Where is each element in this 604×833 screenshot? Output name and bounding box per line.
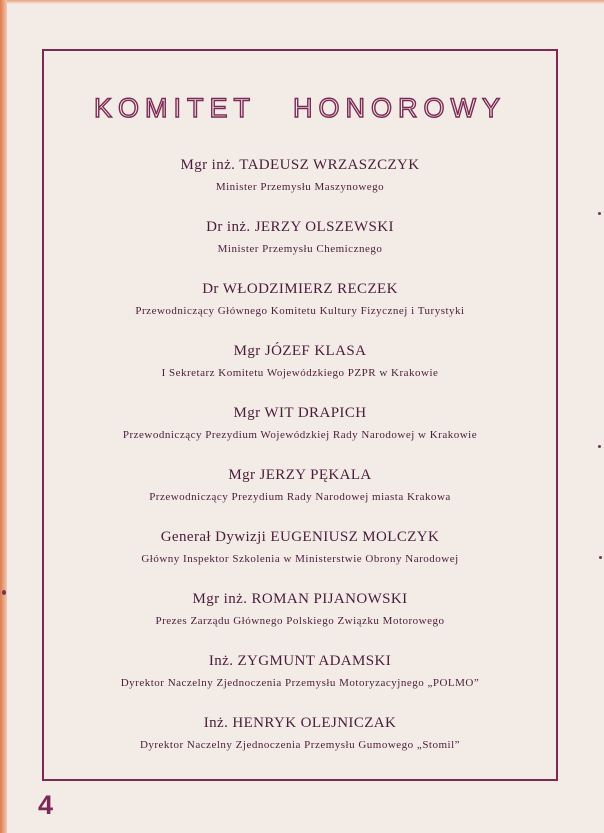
member-entry <box>44 156 556 218</box>
print-speck <box>598 445 601 448</box>
member-name: Dr inż. JERZY OLSZEWSKI <box>206 219 394 235</box>
member-entry <box>44 404 556 466</box>
member-role: Przewodniczący Prezydium Wojewódzkiej Rady Narodowej w Krakowie <box>122 429 478 441</box>
member-role: I Sekretarz Komitetu Wojewódzkiego PZPR w Krakowie <box>161 367 439 379</box>
member-list <box>44 156 556 776</box>
member-entry <box>44 714 556 776</box>
member-name: Inż. ZYGMUNT ADAMSKI <box>208 653 392 669</box>
member-name: Mgr inż. ROMAN PIJANOWSKI <box>192 591 408 607</box>
print-speck <box>598 212 601 215</box>
page-number: 4 <box>38 790 54 820</box>
member-entry <box>44 218 556 280</box>
member-name: Mgr JERZY PĘKALA <box>228 467 372 483</box>
print-speck <box>599 556 602 559</box>
member-name: Mgr JÓZEF KLASA <box>233 343 367 359</box>
print-speck <box>2 590 6 595</box>
page-title: KOMITET HONOROWY <box>93 93 506 123</box>
member-entry <box>44 652 556 714</box>
member-role: Minister Przemysłu Chemicznego <box>217 243 383 255</box>
member-role: Minister Przemysłu Maszynowego <box>215 181 385 193</box>
member-role: Przewodniczący Prezydium Rady Narodowej miasta Krakowa <box>149 491 451 503</box>
member-entry <box>44 280 556 342</box>
member-role: Przewodniczący Głównego Komitetu Kultury Fizycznej i Turystyki <box>135 305 465 317</box>
member-name: Inż. HENRYK OLEJNICZAK <box>203 715 397 731</box>
member-role: Dyrektor Naczelny Zjednoczenia Przemysłu Motoryzacyjnego „POLMO” <box>120 677 480 689</box>
member-entry <box>44 528 556 590</box>
page-top-edge <box>0 0 604 4</box>
member-role: Dyrektor Naczelny Zjednoczenia Przemysłu Gumowego „Stomil” <box>139 739 461 751</box>
member-name: Mgr inż. TADEUSZ WRZASZCZYK <box>180 157 420 173</box>
member-name: Generał Dywizji EUGENIUSZ MOLCZYK <box>160 529 440 545</box>
member-name: Dr WŁODZIMIERZ RECZEK <box>202 281 398 297</box>
page-left-edge <box>0 0 7 833</box>
page-border-frame <box>42 49 558 781</box>
member-entry <box>44 466 556 528</box>
member-name: Mgr WIT DRAPICH <box>233 405 367 421</box>
member-entry <box>44 590 556 652</box>
member-role: Główny Inspektor Szkolenia w Ministerstwie Obrony Narodowej <box>141 553 459 565</box>
member-role: Prezes Zarządu Głównego Polskiego Związku Motorowego <box>155 615 445 627</box>
member-entry <box>44 342 556 404</box>
